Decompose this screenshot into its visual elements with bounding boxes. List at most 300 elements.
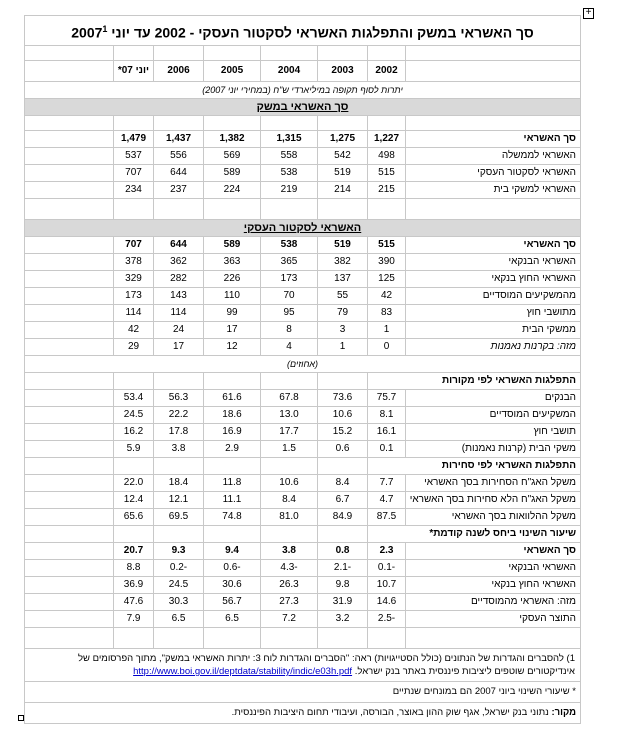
empty-cell [114,116,154,131]
value-cell-2004: 1.5 [261,441,318,458]
value-cell-2002: 215 [368,182,406,199]
empty-cell [25,441,114,458]
row-label: סך האשראי [406,543,581,560]
value-cell-2002: 125 [368,271,406,288]
value-cell-2006: 9.3 [154,543,204,560]
source-note [25,703,581,724]
value-cell-2004: 4 [261,339,318,356]
empty-cell [25,322,114,339]
value-cell-2004: 70 [261,288,318,305]
value-cell-יוני 07*: 5.9 [114,441,154,458]
value-cell-2002: 8.1 [368,407,406,424]
value-cell-2002: 1,227 [368,131,406,148]
value-cell-2002: 75.7 [368,390,406,407]
empty-cell [204,458,261,475]
value-cell-יוני 07*: 22.0 [114,475,154,492]
empty-cell [318,458,368,475]
credit-table [24,15,581,724]
value-cell-2005: 11.8 [204,475,261,492]
row-label: הבנקים [406,390,581,407]
value-cell-יוני 07*: 53.4 [114,390,154,407]
value-cell-יוני 07*: 20.7 [114,543,154,560]
value-cell-2005: 224 [204,182,261,199]
value-cell-יוני 07*: 24.5 [114,407,154,424]
empty-cell [114,526,154,543]
empty-cell [25,254,114,271]
empty-cell [154,458,204,475]
value-cell-2002: 1 [368,322,406,339]
row-label: ממשקי הבית [406,322,581,339]
value-cell-2002: 42 [368,288,406,305]
table-row [25,322,581,339]
empty-cell [406,61,581,82]
year-header: 2005 [204,61,261,82]
table-row [25,441,581,458]
value-cell-2005: 11.1 [204,492,261,509]
value-cell-2005: 61.6 [204,390,261,407]
empty-cell [25,182,114,199]
empty-cell [25,594,114,611]
value-cell-2006: 17 [154,339,204,356]
empty-cell [318,628,368,649]
section-band-total-credit: סך האשראי במשק [25,99,581,116]
empty-cell [25,339,114,356]
value-cell-יוני 07*: 707 [114,165,154,182]
value-cell-2004: 26.3 [261,577,318,594]
empty-cell [204,199,261,220]
empty-cell [261,526,318,543]
value-cell-2002: 515 [368,165,406,182]
value-cell-יוני 07*: 47.6 [114,594,154,611]
value-cell-2006: 114 [154,305,204,322]
value-cell-2002: 14.6 [368,594,406,611]
value-cell-2003: 55 [318,288,368,305]
empty-cell [114,199,154,220]
value-cell-2006: 30.3 [154,594,204,611]
value-cell-2005: 30.6 [204,577,261,594]
value-cell-2003: 1 [318,339,368,356]
empty-cell [25,373,114,390]
table-move-handle[interactable]: + [583,8,594,19]
value-cell-2004: 13.0 [261,407,318,424]
year-header: 2002 [368,61,406,82]
value-cell-2003: 31.9 [318,594,368,611]
value-cell-2005: 363 [204,254,261,271]
empty-cell [25,475,114,492]
empty-cell [25,628,114,649]
value-cell-2005: 1,382 [204,131,261,148]
table-row [25,271,581,288]
table-row [25,390,581,407]
value-cell-2003: 519 [318,165,368,182]
value-cell-2004: 67.8 [261,390,318,407]
value-cell-2006: 22.2 [154,407,204,424]
value-cell-2003: 0.6 [318,441,368,458]
empty-cell [25,407,114,424]
empty-cell [368,46,406,61]
value-cell-2006: 6.5 [154,611,204,628]
row-label: מזה: האשראי מהמוסדיים [406,594,581,611]
table-row [25,594,581,611]
row-label: סך האשראי [406,131,581,148]
value-cell-2004: 173 [261,271,318,288]
empty-cell [25,46,114,61]
value-cell-2005: 226 [204,271,261,288]
empty-cell [25,199,114,220]
value-cell-2006: 644 [154,165,204,182]
units-note-row [25,82,581,99]
value-cell-2006: -0.2 [154,560,204,577]
value-cell-יוני 07*: 707 [114,237,154,254]
empty-cell [368,199,406,220]
value-cell-2003: -2.1 [318,560,368,577]
value-cell-2005: 589 [204,165,261,182]
section-title-row [25,373,581,390]
row-label: המשקיעים המוסדיים [406,407,581,424]
empty-cell [318,373,368,390]
value-cell-2002: 0 [368,339,406,356]
footnote-row [25,649,581,682]
value-cell-2003: 3 [318,322,368,339]
empty-cell [25,577,114,594]
value-cell-2004: -4.3 [261,560,318,577]
table-row [25,543,581,560]
value-cell-2002: -2.5 [368,611,406,628]
row-label: האשראי למשקי בית [406,182,581,199]
year-header: 2003 [318,61,368,82]
empty-cell [261,373,318,390]
empty-cell [25,560,114,577]
empty-cell [318,199,368,220]
value-cell-2003: 1,275 [318,131,368,148]
empty-cell [25,116,114,131]
value-cell-2005: -0.6 [204,560,261,577]
value-cell-2006: 143 [154,288,204,305]
value-cell-2004: 17.7 [261,424,318,441]
empty-cell [368,628,406,649]
value-cell-2005: 56.7 [204,594,261,611]
spacer-row [25,116,581,131]
value-cell-2003: 519 [318,237,368,254]
empty-cell [25,61,114,82]
value-cell-2004: 538 [261,165,318,182]
source-label: מקור: [551,707,577,718]
value-cell-2002: 2.3 [368,543,406,560]
value-cell-2005: 18.6 [204,407,261,424]
value-cell-2003: 542 [318,148,368,165]
table-row [25,131,581,148]
footnote-annual-row [25,682,581,703]
empty-cell [25,305,114,322]
row-label: משקל ההלוואות בסך האשראי [406,509,581,526]
value-cell-2006: 56.3 [154,390,204,407]
value-cell-2005: 2.9 [204,441,261,458]
percent-unit-note-row [25,356,581,373]
value-cell-2006: 1,437 [154,131,204,148]
empty-cell [261,458,318,475]
empty-cell [318,116,368,131]
value-cell-יוני 07*: 42 [114,322,154,339]
empty-cell [261,628,318,649]
value-cell-2002: 515 [368,237,406,254]
section-band-business-credit: האשראי לסקטור העסקי [25,220,581,237]
source-text: נתוני בנק ישראל, אגף שוק ההון באוצר, הבורסה, ועיבודי תחום היציבות הפיננסית. [231,707,552,718]
value-cell-2002: 83 [368,305,406,322]
value-cell-יוני 07*: 378 [114,254,154,271]
empty-cell [25,271,114,288]
value-cell-2005: 12 [204,339,261,356]
empty-cell [25,165,114,182]
value-cell-2006: 18.4 [154,475,204,492]
empty-cell [406,199,581,220]
value-cell-2006: 644 [154,237,204,254]
value-cell-2005: 16.9 [204,424,261,441]
value-cell-2005: 9.4 [204,543,261,560]
value-cell-2002: 498 [368,148,406,165]
title-footnote-mark: 1 [102,23,108,34]
value-cell-2005: 17 [204,322,261,339]
empty-cell [154,199,204,220]
value-cell-2004: 219 [261,182,318,199]
value-cell-2003: 137 [318,271,368,288]
value-cell-2006: 17.8 [154,424,204,441]
empty-cell [25,509,114,526]
section-title-row [25,526,581,543]
value-cell-יוני 07*: 36.9 [114,577,154,594]
percent-unit-note: (אחוזים) [25,356,581,373]
value-cell-2003: 6.7 [318,492,368,509]
value-cell-2002: 0.1 [368,441,406,458]
empty-cell [25,131,114,148]
value-cell-2003: 15.2 [318,424,368,441]
row-label: משקי הבית (קרנות נאמנות) [406,441,581,458]
table-row [25,237,581,254]
row-label: האשראי החוץ בנקאי [406,271,581,288]
footnote-1-text: 1) להסברים והגדרות של הנתונים (כולל הסטייגויות) ראה: "הסברים והגדרות לוח 3: יתרות האשראי במשק", מתוך הפרסומים של אינדיקטורים שוטפים ליציבות פיננסית באתר בנק ישראל. [77,653,576,677]
table-row [25,577,581,594]
row-label: האשראי החוץ בנקאי [406,577,581,594]
value-cell-יוני 07*: 12.4 [114,492,154,509]
empty-cell [154,373,204,390]
empty-cell [154,526,204,543]
empty-cell [114,628,154,649]
value-cell-2004: 558 [261,148,318,165]
empty-cell [318,46,368,61]
empty-cell [25,237,114,254]
empty-cell [25,492,114,509]
title-text: סך האשראי במשק והתפלגות האשראי לסקטור העסקי - 2002 עד יוני 2007 [71,24,534,41]
value-cell-2003: 382 [318,254,368,271]
value-cell-2004: 8.4 [261,492,318,509]
table-row [25,611,581,628]
table-row [25,254,581,271]
value-cell-2005: 99 [204,305,261,322]
table-row [25,182,581,199]
value-cell-יוני 07*: 114 [114,305,154,322]
value-cell-יוני 07*: 329 [114,271,154,288]
value-cell-2005: 110 [204,288,261,305]
row-label: סך האשראי [406,237,581,254]
value-cell-2006: 556 [154,148,204,165]
page-title [25,16,581,46]
value-cell-2002: 87.5 [368,509,406,526]
units-note: יתרות לסוף תקופה במיליארדי ש"ח (במחירי יוני 2007) [25,82,581,99]
row-label: האשראי הבנקאי [406,560,581,577]
value-cell-יוני 07*: 173 [114,288,154,305]
empty-cell [406,116,581,131]
value-cell-יוני 07*: 234 [114,182,154,199]
value-cell-2002: 7.7 [368,475,406,492]
row-label: האשראי הבנקאי [406,254,581,271]
value-cell-2004: 10.6 [261,475,318,492]
value-cell-2006: 237 [154,182,204,199]
row-label: משקל האג"ח הלא סחירות בסך האשראי [406,492,581,509]
value-cell-2005: 74.8 [204,509,261,526]
value-cell-2006: 69.5 [154,509,204,526]
value-cell-2003: 79 [318,305,368,322]
empty-cell [204,46,261,61]
table-row [25,424,581,441]
section-title: שיעור השינוי ביחס לשנה קודמת* [368,526,581,543]
value-cell-2002: 390 [368,254,406,271]
table-row [25,492,581,509]
row-label: מהמשקיעים המוסדיים [406,288,581,305]
value-cell-2002: 10.7 [368,577,406,594]
table-row [25,560,581,577]
value-cell-2004: 538 [261,237,318,254]
value-cell-2003: 10.6 [318,407,368,424]
value-cell-יוני 07*: 29 [114,339,154,356]
empty-cell [25,543,114,560]
empty-cell [154,628,204,649]
value-cell-יוני 07*: 16.2 [114,424,154,441]
footnote-1 [25,649,581,682]
table-row [25,407,581,424]
years-header-row [25,61,581,82]
value-cell-2006: 24 [154,322,204,339]
value-cell-2004: 3.8 [261,543,318,560]
value-cell-2004: 7.2 [261,611,318,628]
value-cell-2004: 365 [261,254,318,271]
source-row [25,703,581,724]
section-band-business-credit-row [25,220,581,237]
value-cell-2005: 589 [204,237,261,254]
year-header: 2004 [261,61,318,82]
empty-cell [204,373,261,390]
table-row [25,305,581,322]
year-header: יוני 07* [114,61,154,82]
value-cell-2003: 0.8 [318,543,368,560]
empty-cell [25,390,114,407]
value-cell-יוני 07*: 65.6 [114,509,154,526]
value-cell-2003: 9.8 [318,577,368,594]
value-cell-2004: 8 [261,322,318,339]
empty-cell [261,199,318,220]
empty-cell [154,116,204,131]
empty-cell [114,458,154,475]
value-cell-2006: 24.5 [154,577,204,594]
value-cell-יוני 07*: 537 [114,148,154,165]
empty-cell [25,458,114,475]
table-row [25,288,581,305]
spacer-row [25,628,581,649]
year-header: 2006 [154,61,204,82]
table-row [25,165,581,182]
footnote-annual: * שיעורי השינוי ביוני 2007 הם במונחים שנתיים [25,682,581,703]
empty-cell [406,46,581,61]
value-cell-2005: 6.5 [204,611,261,628]
row-label: האשראי לסקטור העסקי [406,165,581,182]
empty-cell [25,288,114,305]
row-label: תושבי חוץ [406,424,581,441]
empty-cell [406,628,581,649]
empty-cell [25,526,114,543]
empty-cell [261,46,318,61]
empty-cell [204,526,261,543]
value-cell-יוני 07*: 8.8 [114,560,154,577]
row-label: מזה: בקרנות נאמנות [406,339,581,356]
value-cell-2003: 84.9 [318,509,368,526]
value-cell-2004: 81.0 [261,509,318,526]
table-row [25,509,581,526]
value-cell-2006: 3.8 [154,441,204,458]
empty-cell [204,628,261,649]
value-cell-יוני 07*: 1,479 [114,131,154,148]
empty-cell [368,116,406,131]
value-cell-2002: -0.1 [368,560,406,577]
value-cell-2005: 569 [204,148,261,165]
value-cell-2002: 4.7 [368,492,406,509]
table-row [25,148,581,165]
value-cell-2006: 12.1 [154,492,204,509]
value-cell-2003: 214 [318,182,368,199]
empty-cell [154,46,204,61]
empty-cell [261,116,318,131]
table-row [25,339,581,356]
empty-cell [25,611,114,628]
value-cell-2004: 1,315 [261,131,318,148]
title-row [25,16,581,46]
value-cell-2004: 95 [261,305,318,322]
empty-cell [25,148,114,165]
empty-cell [204,116,261,131]
value-cell-2003: 73.6 [318,390,368,407]
row-label: מתושבי חוץ [406,305,581,322]
section-band-total-credit-row [25,99,581,116]
row-label: התוצר העסקי [406,611,581,628]
value-cell-2003: 8.4 [318,475,368,492]
value-cell-יוני 07*: 7.9 [114,611,154,628]
value-cell-2006: 362 [154,254,204,271]
spacer-row [25,46,581,61]
row-label: משקל האג"ח הסחירות בסך האשראי [406,475,581,492]
row-label: האשראי לממשלה [406,148,581,165]
empty-cell [114,373,154,390]
spacer-row [25,199,581,220]
value-cell-2006: 282 [154,271,204,288]
footnote-link[interactable]: http://www.boi.gov.il/deptdata/stability/indic/e03h.pdf [133,666,353,677]
empty-cell [25,424,114,441]
empty-cell [318,526,368,543]
table-resize-handle[interactable] [18,715,24,721]
value-cell-2002: 16.1 [368,424,406,441]
section-title: התפלגות האשראי לפי סחירות [368,458,581,475]
section-title-row [25,458,581,475]
value-cell-2004: 27.3 [261,594,318,611]
section-title: התפלגות האשראי לפי מקורות [368,373,581,390]
value-cell-2003: 3.2 [318,611,368,628]
table-row [25,475,581,492]
